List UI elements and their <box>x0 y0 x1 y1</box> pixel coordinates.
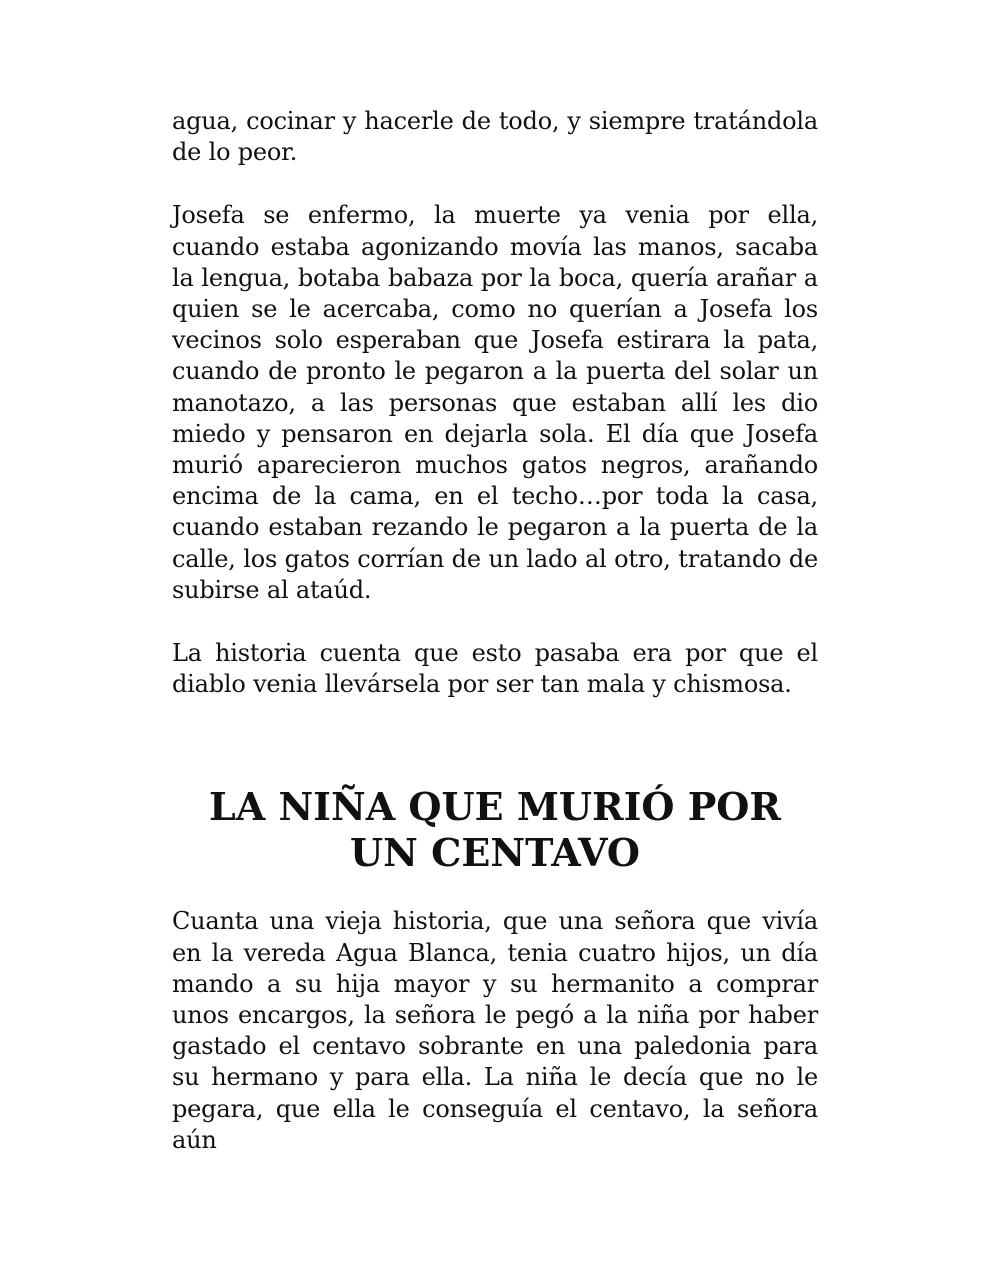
paragraph-gap <box>172 168 818 200</box>
section-title: LA NIÑA QUE MURIÓ POR UN CENTAVO <box>209 784 781 876</box>
paragraph-continuation: agua, cocinar y hacerle de todo, y siempre tratándola de lo peor. <box>172 107 818 167</box>
paragraph-historia: La historia cuenta que esto pasaba era por que el diablo venia llevársela por ser tan mala y chismosa. <box>172 639 818 699</box>
document-page <box>172 106 818 1156</box>
paragraph-gap <box>172 606 818 638</box>
section-gap <box>172 700 818 784</box>
paragraph-nina: Cuanta una vieja historia, que una señora que vivía en la vereda Agua Blanca, tenia cuatro hijos, un día mando a su hija mayor y su hermanito a comprar unos encargos, la señora le pegó a la niña por haber gastado el centavo sobrante en una paledonia para su hermano y para ella. La niña le decía que no le pegara, que ella le conseguía el centavo, la señora aún <box>172 907 818 1154</box>
title-gap <box>172 876 818 906</box>
paragraph-josefa: Josefa se enfermo, la muerte ya venia por ella, cuando estaba agonizando movía las manos, sacaba la lengua, botaba babaza por la boca, quería arañar a quien se le acercaba, como no querían a Josefa los vecinos solo esperaban que Josefa estirara la pata, cuando de pronto le pegaron a la puerta del solar un manotazo, a las personas que estaban allí les dio miedo y pensaron en dejarla sola. El día que Josefa murió aparecieron muchos gatos negros, arañando encima de la cama, en el techo…por toda la casa, cuando estaban rezando le pegaron a la puerta de la calle, los gatos corrían de un lado al otro, tratando de subirse al ataúd. <box>172 201 818 604</box>
